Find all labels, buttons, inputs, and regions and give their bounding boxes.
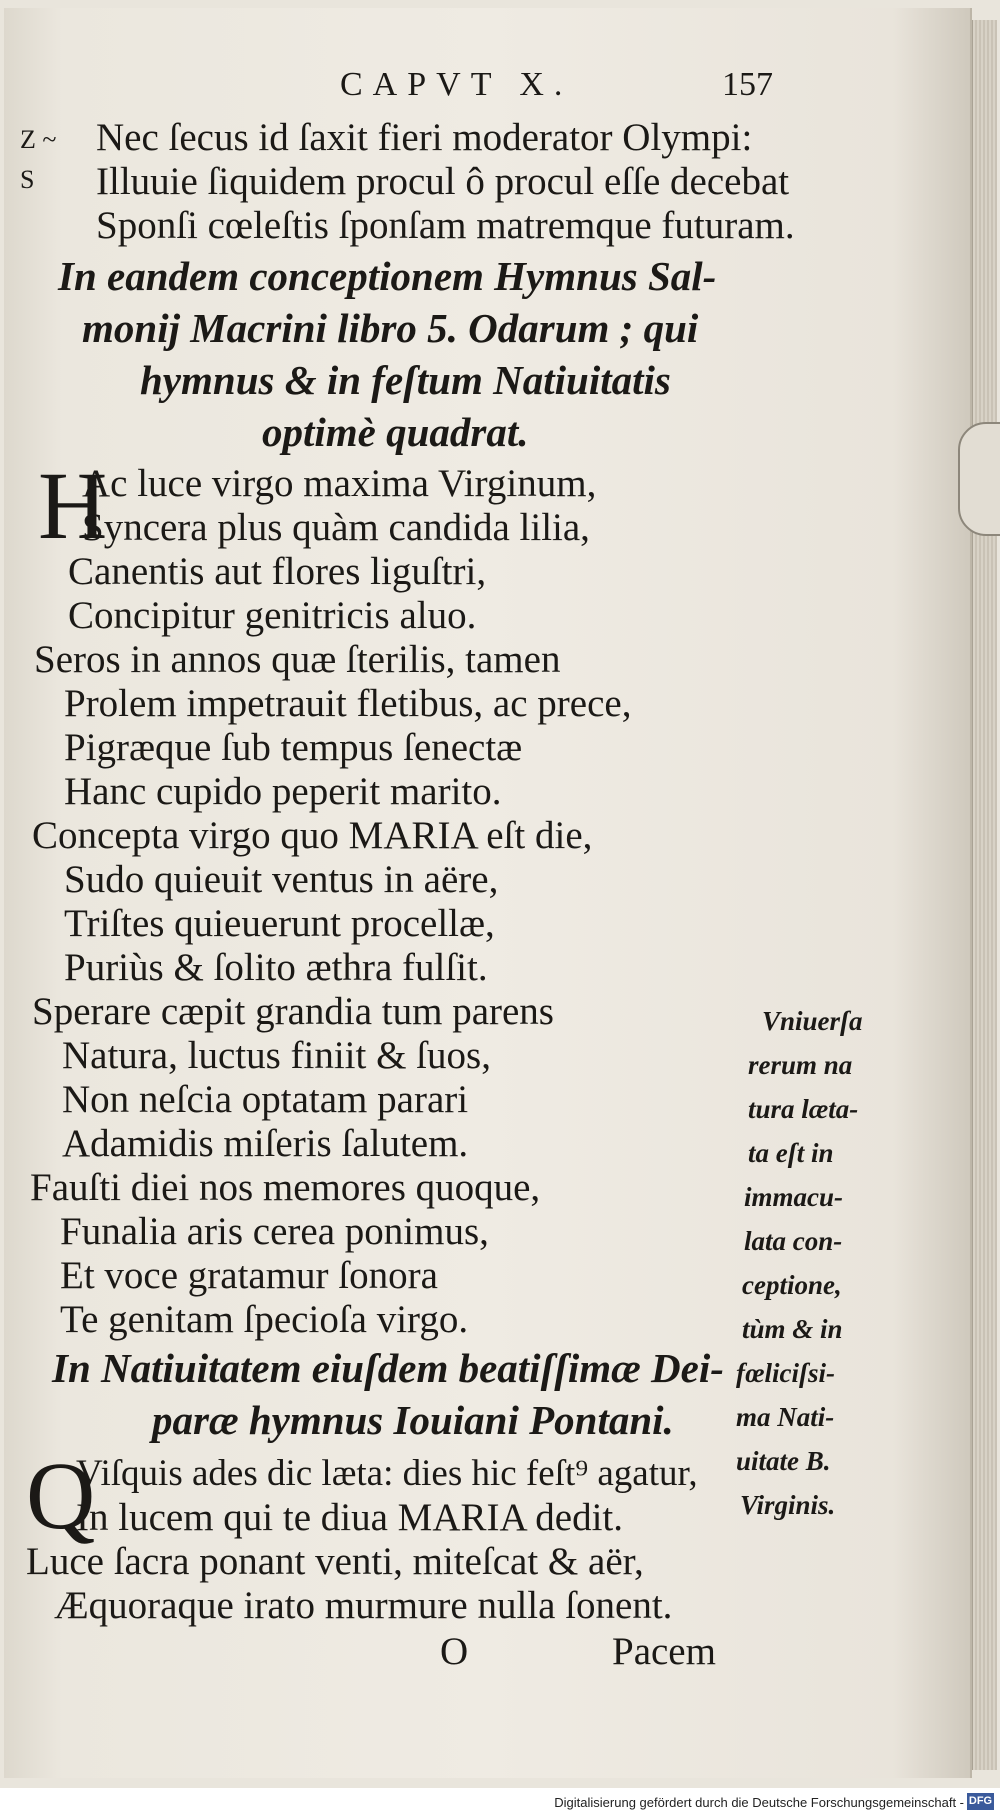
catchword-right: Pacem [612, 1630, 716, 1673]
verse-line: Pigræque ſub tempus ſenectæ [64, 726, 523, 769]
verse-line: Sperare cæpit grandia tum parens [32, 990, 554, 1033]
text-line: Sponſi cœleſtis ſponſam matremque futuram. [96, 204, 795, 247]
verse-line: Concepta virgo quo MARIA eſt die, [32, 814, 593, 857]
marginal-note-line: fœliciſsi- [736, 1358, 835, 1388]
verse-line: Funalia aris cerea ponimus, [60, 1210, 489, 1253]
marginal-note-line: ceptione, [742, 1270, 842, 1300]
verse-line: Sudo quieuit ventus in aëre, [64, 858, 499, 901]
verse-line: Non neſcia optatam parari [62, 1078, 469, 1121]
verse-line: Prolem impetrauit fletibus, ac prece, [64, 682, 632, 725]
verse-line: Hanc cupido peperit marito. [64, 770, 502, 813]
verse-line: Et voce gratamur ſonora [60, 1254, 438, 1297]
verse-line: Puriùs & ſolito æthra fulſit. [64, 946, 488, 989]
marginal-note-line: rerum na [748, 1050, 853, 1080]
verse-line: Canentis aut flores liguſtri, [68, 550, 487, 593]
verse-line: Syncera plus quàm candida lilia, [82, 506, 590, 549]
page-number: 157 [722, 66, 773, 103]
drop-capital: Q [26, 1442, 96, 1549]
marginal-note-line: ta eſt in [748, 1138, 834, 1168]
verse-line: Natura, luctus finiit & ſuos, [62, 1034, 491, 1077]
heading-line: optimè quadrat. [262, 409, 529, 455]
text-line: Illuuie ſiquidem procul ô procul eſſe decebat [96, 160, 790, 203]
funding-credit: Digitalisierung gefördert durch die Deutsche Forschungsgemeinschaft - [554, 1795, 964, 1810]
verse-line: Luce ſacra ponant venti, miteſcat & aër, [26, 1540, 644, 1583]
marginal-note-line: uitate B. [736, 1446, 831, 1476]
verse-line: Fauſti diei nos memores quoque, [30, 1166, 541, 1209]
marginal-note-line: lata con- [744, 1226, 843, 1256]
verse-line: Adamidis miſeris ſalutem. [62, 1122, 469, 1165]
verse-line: Ac luce virgo maxima Virginum, [82, 462, 597, 505]
marginal-note-line: tùm & in [742, 1314, 843, 1344]
verse-line: Concipitur genitricis aluo. [68, 594, 477, 637]
clasp-tab [958, 422, 1000, 536]
catchword-left: O [440, 1630, 469, 1673]
heading-line: monij Macrini libro 5. Odarum ; qui [82, 305, 699, 351]
drop-capital: H [38, 452, 108, 559]
marginal-note-line: Vniuerſa [762, 1006, 863, 1036]
verse-line: Viſquis ades dic læta: dies hic feſt⁹ agatur, [76, 1453, 698, 1494]
heading-line: In eandem conceptionem Hymnus Sal- [58, 253, 717, 299]
verse-line: Te genitam ſpecioſa virgo. [60, 1298, 469, 1341]
marginal-note-line: tura læta- [748, 1094, 859, 1124]
verse-line: In lucem qui te diua MARIA dedit. [76, 1496, 623, 1539]
heading-line: In Natiuitatem eiuſdem beatiſſimæ Dei- [52, 1345, 724, 1391]
running-title: CAPVT X. [340, 66, 573, 103]
verse-line: Triſtes quieuerunt procellæ, [64, 902, 495, 945]
heading-line: paræ hymnus Iouiani Pontani. [152, 1397, 674, 1443]
text-line: Nec ſecus id ſaxit fieri moderator Olympi: [96, 116, 753, 159]
page-edge [972, 20, 997, 1770]
dfg-logo: DFG [967, 1793, 994, 1810]
marginal-note-line: immacu- [744, 1182, 843, 1212]
marginal-note-line: Virginis. [740, 1490, 836, 1520]
marginal-note-line: ma Nati- [736, 1402, 835, 1432]
signature-mark: Z ~ S [20, 125, 57, 194]
heading-line: hymnus & in feſtum Natiuitatis [140, 357, 671, 403]
verse-line: Æquoraque irato murmure nulla ſonent. [54, 1584, 673, 1627]
verse-line: Seros in annos quæ ſterilis, tamen [34, 638, 561, 681]
